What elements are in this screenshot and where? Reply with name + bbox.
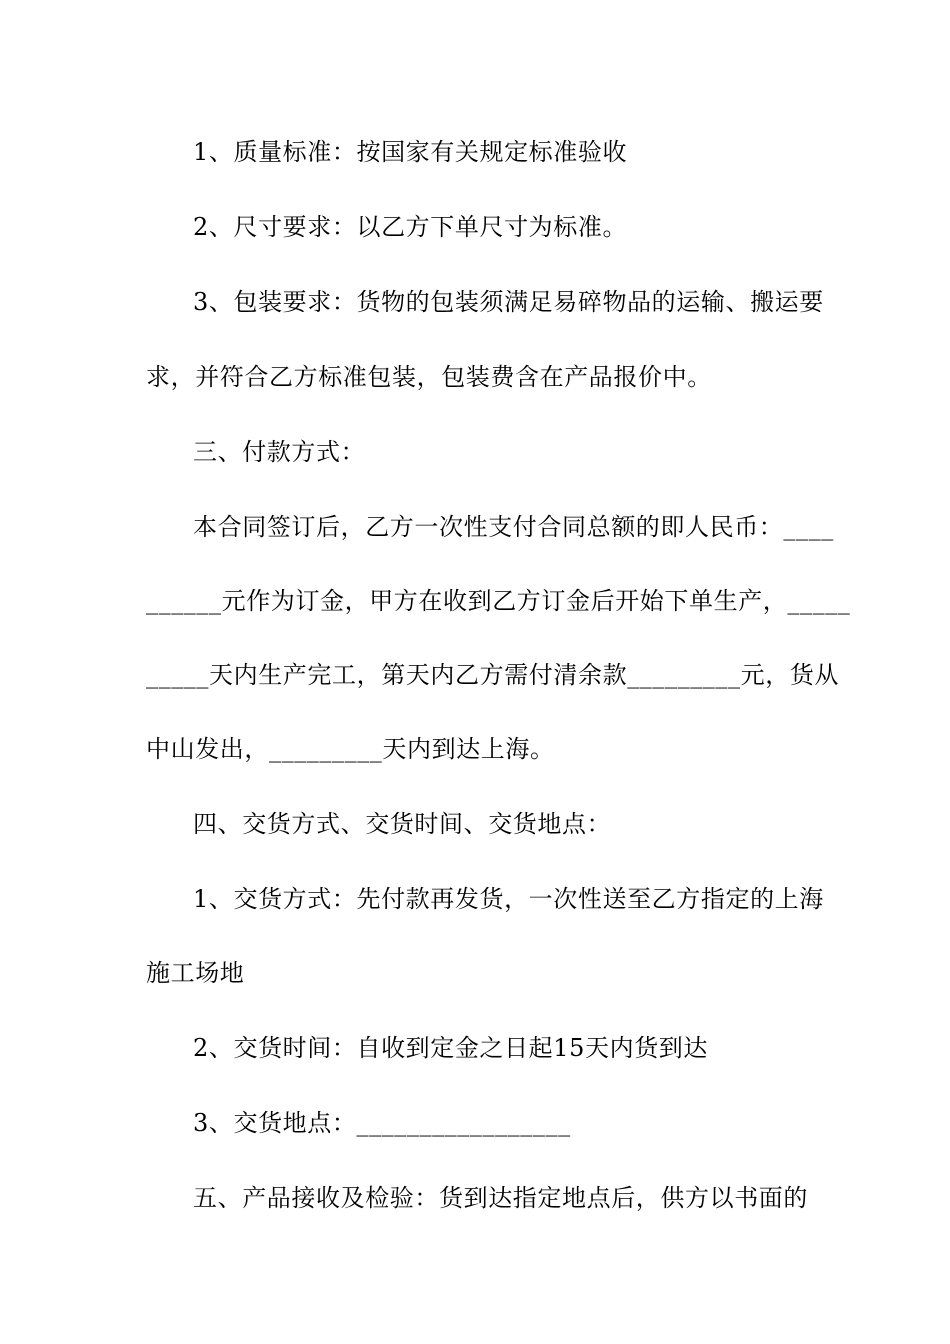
product-inspection-line: 五、产品接收及检验：货到达指定地点后，供方以书面的 [193, 1184, 808, 1212]
delivery-time-line: 2、交货时间：自收到定金之日起15天内货到达 [193, 1034, 709, 1062]
payment-terms-continuation-2: _____天内生产完工，第天内乙方需付清余款_________元，货从 [146, 661, 839, 689]
packaging-requirement-continuation: 求，并符合乙方标准包装，包装费含在产品报价中。 [146, 363, 712, 391]
payment-terms-continuation-3: 中山发出，_________天内到达上海。 [146, 735, 555, 763]
payment-terms-line: 本合同签订后，乙方一次性支付合同总额的即人民币：____ [193, 513, 834, 541]
delivery-method-continuation: 施工场地 [146, 959, 245, 987]
payment-method-heading: 三、付款方式： [193, 438, 366, 466]
payment-terms-continuation-1: ______元作为订金，甲方在收到乙方订金后开始下单生产，_____ [146, 587, 851, 615]
delivery-method-line: 1、交货方式：先付款再发货，一次性送至乙方指定的上海 [193, 885, 824, 913]
quality-standard-line: 1、质量标准：按国家有关规定标准验收 [193, 138, 628, 166]
delivery-location-line: 3、交货地点：_________________ [193, 1109, 571, 1137]
delivery-heading: 四、交货方式、交货时间、交货地点： [193, 810, 612, 838]
packaging-requirement-line: 3、包装要求：货物的包装须满足易碎物品的运输、搬运要 [193, 288, 824, 316]
size-requirement-line: 2、尺寸要求：以乙方下单尺寸为标准。 [193, 213, 628, 241]
